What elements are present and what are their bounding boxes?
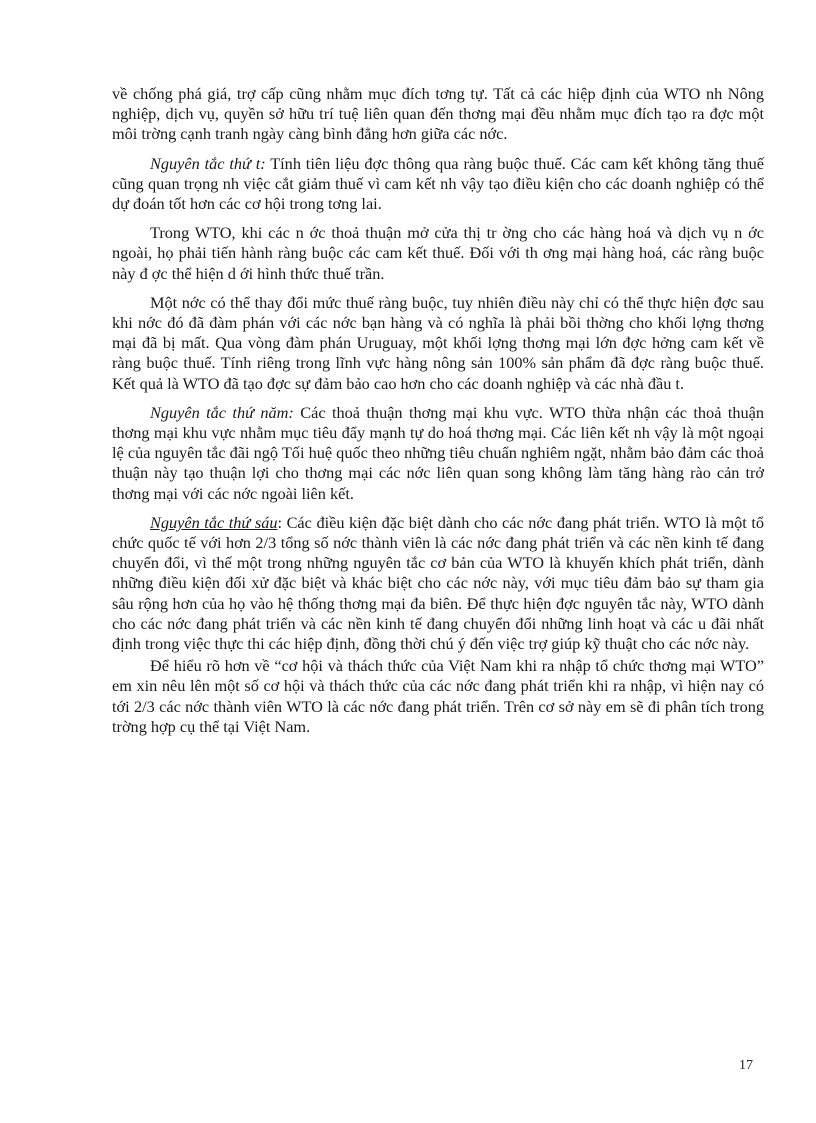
paragraph-1	[112, 84, 764, 145]
paragraph-text: Trong WTO, khi các n ớc thoả thuận mở cửa thị tr ờng cho các hàng hoá và dịch vụ n ớc ngoài, họ phải tiến hành ràng buộc các cam kết thuế. Đối với th ơng mại hàng hoá, các ràng buộc này đ ợc thể hiện d ới hình thức thuế trần.	[112, 223, 764, 283]
paragraph-lead: Nguyên tắc thứ t:	[150, 153, 266, 173]
page-number: 17	[739, 1058, 753, 1073]
paragraph-text: Tính tiên liệu đợc thông qua ràng buộc thuế. Các cam kết không tăng thuế cũng quan trọng nh việc cắt giảm thuế vì cam kết nh vậy tạo điều kiện cho các doanh nghiệp có thể dự đoán tốt hơn các cơ hội trong tơng lai.	[112, 153, 764, 214]
paragraph-5	[112, 403, 764, 504]
paragraph-lead: Nguyên tắc thứ sáu	[150, 512, 278, 532]
paragraph-2	[112, 154, 764, 215]
document-body	[112, 84, 764, 737]
paragraph-lead: Nguyên tắc thứ năm:	[150, 402, 294, 422]
paragraph-text: Các thoả thuận thơng mại khu vực. WTO thừa nhận các thoả thuận thơng mại khu vực nhằm mục tiêu đẩy mạnh tự do hoá thơng mại. Các liên kết nh vậy là một ngoại lệ của nguyên tắc đãi ngộ Tối huệ quốc theo những tiêu chuẩn nghiêm ngặt, nhằm bảo đảm các thoả thuận này tạo thuận lợi cho thơng mại các nớc liên quan song không làm tăng hàng rào cản trở thơng mại với các nớc ngoài liên kết.	[112, 402, 764, 503]
paragraph-text: Để hiểu rõ hơn về “cơ hội và thách thức của Việt Nam khi ra nhập tổ chức thơng mại WTO” em xin nêu lên một số cơ hội và thách thức của các nớc đang phát triển khi ra nhập, vì hiện nay có tới 2/3 các nớc thành viên WTO là các nớc đang phát triển. Trên cơ sở này em sẽ đi phân tích trong trờng hợp cụ thể tại Việt Nam.	[112, 656, 764, 736]
paragraph-text: Một nớc có thể thay đổi mức thuế ràng buộc, tuy nhiên điều này chỉ có thể thực hiện đợc sau khi nớc đó đã đàm phán với các nớc bạn hàng và có nghĩa là phải bồi thờng cho khối lợng thơng mại đã bị mất. Qua vòng đàm phán Uruguay, một khối lợng thơng mại lớn đợc hởng cam kết về ràng buộc thuế. Tính riêng trong lĩnh vực hàng nông sản 100% sản phẩm đã đợc ràng buộc thuế. Kết quả là WTO đã tạo đợc sự đảm bảo cao hơn cho các doanh nghiệp và các nhà đầu t.	[112, 292, 764, 393]
paragraph-text: về chống phá giá, trợ cấp cũng nhằm mục đích tơng tự. Tất cả các hiệp định của WTO nh Nông nghiệp, dịch vụ, quyền sở hữu trí tuệ liên quan đến thơng mại đều nhằm mục đích tạo ra đợc một môi trờng cạnh tranh ngày càng bình đẳng hơn giữa các nớc.	[112, 84, 764, 144]
paragraph-6	[112, 513, 764, 654]
paragraph-3	[112, 223, 764, 284]
paragraph-4	[112, 293, 764, 394]
paragraph-text: : Các điều kiện đặc biệt dành cho các nớc đang phát triển. WTO là một tổ chức quốc tế với hơn 2/3 tổng số nớc thành viên là các nớc đang phát triển và các nền kinh tế đang chuyển đổi, vì thế một trong những nguyên tắc cơ bản của WTO là khuyến khích phát triển, dành những điều kiện đối xử đặc biệt và khác biệt cho các nớc này, với mục tiêu đảm bảo sự tham gia sâu rộng hơn của họ vào hệ thống thơng mại đa biên. Để thực hiện đợc nguyên tắc này, WTO dành cho các nớc đang phát triển và các nền kinh tế đang chuyển đổi những linh hoạt và các u đãi nhất định trong việc thực thi các hiệp định, đồng thời chú ý đến việc trợ giúp kỹ thuật cho các nớc này.	[112, 512, 765, 654]
paragraph-7	[112, 656, 764, 737]
